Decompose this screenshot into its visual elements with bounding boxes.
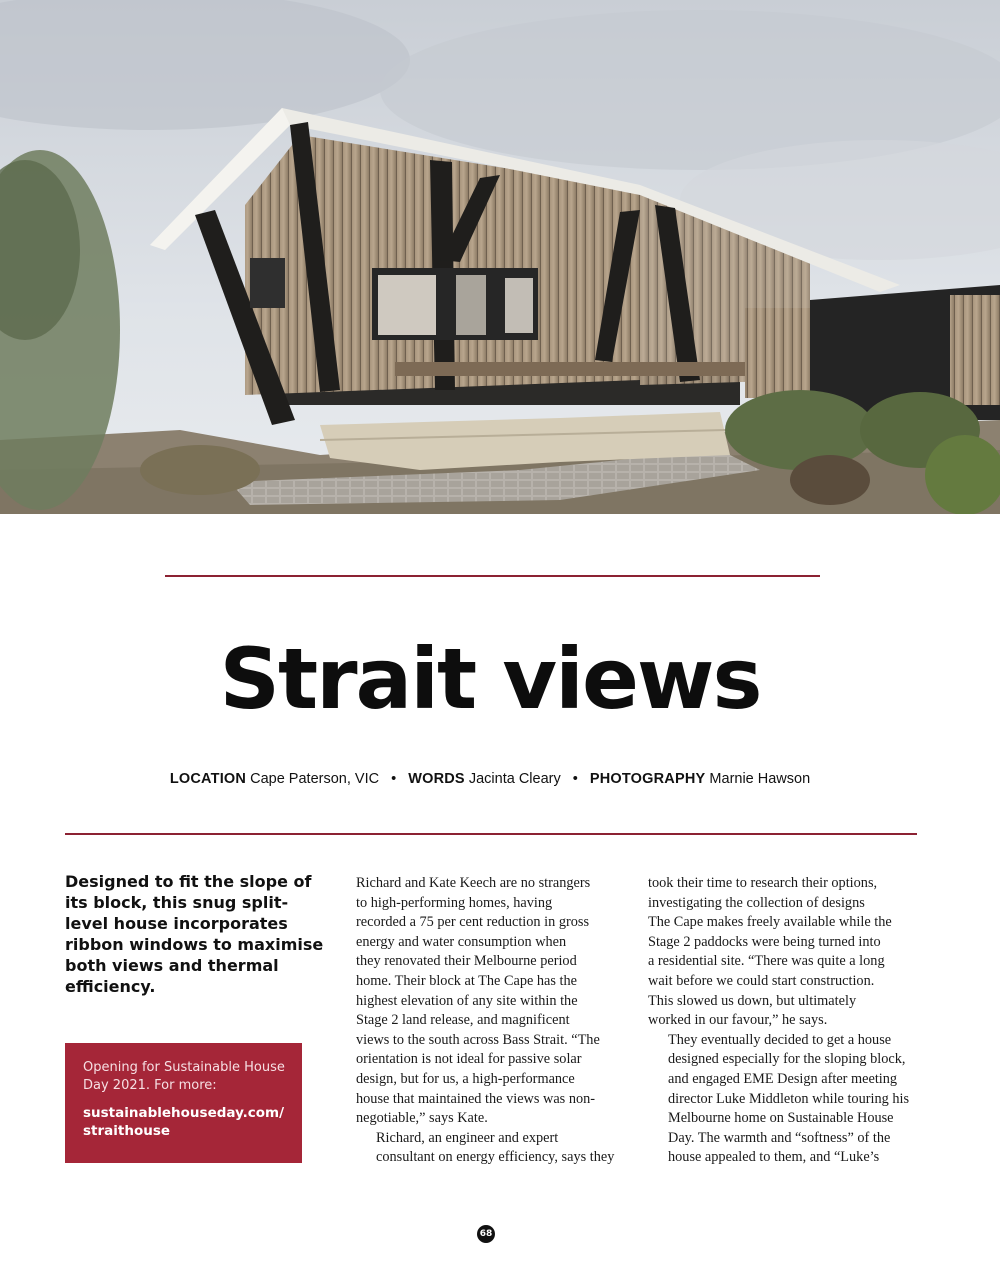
text-line: Stage 2 paddocks were being turned into <box>648 933 881 950</box>
text-line: consultant on energy efficiency, says they <box>376 1149 615 1166</box>
text-line: worked in our favour,” he says. <box>648 1012 828 1029</box>
promo-link-line: straithouse <box>83 1123 171 1139</box>
body-column-2 <box>648 874 916 1168</box>
text-line: The Cape makes freely available while the <box>648 914 892 931</box>
page-number: 68 <box>477 1225 495 1243</box>
text-line: Stage 2 land release, and magnificent <box>356 1012 570 1029</box>
credits-line <box>0 771 980 787</box>
section-rule <box>65 833 917 835</box>
photography-label: PHOTOGRAPHY <box>589 771 706 787</box>
text-line: orientation is not ideal for passive solar <box>356 1051 582 1068</box>
photography-value: Marnie Hawson <box>709 771 811 787</box>
text-line: a residential site. “There was quite a long <box>648 953 885 970</box>
body-paragraph <box>356 1129 624 1168</box>
text-line: views to the south across Bass Strait. “The <box>356 1031 600 1048</box>
promo-box <box>65 1043 302 1163</box>
text-line: home. Their block at The Cape has the <box>356 972 578 989</box>
body-paragraph <box>648 874 916 1031</box>
location-label: LOCATION <box>169 771 247 787</box>
promo-link[interactable] <box>83 1104 286 1140</box>
text-line: This slowed us down, but ultimately <box>648 992 857 1009</box>
standfirst: Designed to fit the slope of its block, this snug split-level house incorporates ribbon windows to maximise both views and thermal efficiency. <box>65 872 324 996</box>
text-line: took their time to research their options, <box>648 875 878 891</box>
text-line: designed especially for the sloping block, <box>668 1051 906 1068</box>
text-line: Day. The warmth and “softness” of the <box>668 1129 891 1146</box>
body-paragraph <box>356 874 624 1129</box>
text-line: They eventually decided to get a house <box>668 1031 892 1048</box>
text-line: house appealed to them, and “Luke’s <box>668 1149 880 1166</box>
promo-link-line: sustainablehouseday.com/ <box>83 1105 285 1121</box>
words-value: Jacinta Cleary <box>468 771 561 787</box>
text-line: Richard and Kate Keech are no strangers <box>356 875 591 891</box>
text-line: director Luke Middleton while touring his <box>668 1090 910 1107</box>
body-column-1 <box>356 874 624 1168</box>
text-line: house that maintained the views was non- <box>356 1090 596 1107</box>
promo-text: Opening for Sustainable House Day 2021. For more: <box>83 1060 285 1093</box>
text-line: Richard, an engineer and expert <box>376 1129 559 1146</box>
top-rule <box>165 575 820 577</box>
text-line: Melbourne home on Sustainable House <box>668 1110 894 1127</box>
text-line: design, but for us, a high-performance <box>356 1070 575 1087</box>
text-line: and engaged EME Design after meeting <box>668 1070 898 1087</box>
hero-photo <box>0 0 1000 514</box>
text-line: negotiable,” says Kate. <box>356 1110 488 1127</box>
separator: • <box>391 771 397 787</box>
text-line: recorded a 75 per cent reduction in gross <box>356 914 590 931</box>
body-paragraph <box>648 1031 916 1168</box>
text-line: to high-performing homes, having <box>356 894 553 911</box>
separator: • <box>572 771 578 787</box>
text-line: they renovated their Melbourne period <box>356 953 577 970</box>
text-line: investigating the collection of designs <box>648 894 865 911</box>
house-illustration <box>0 0 1000 514</box>
text-line: highest elevation of any site within the <box>356 992 578 1009</box>
text-line: energy and water consumption when <box>356 933 567 950</box>
text-line: wait before we could start construction. <box>648 972 875 989</box>
words-label: WORDS <box>408 771 465 787</box>
location-value: Cape Paterson, VIC <box>250 771 380 787</box>
page-title: Strait views <box>219 630 761 728</box>
